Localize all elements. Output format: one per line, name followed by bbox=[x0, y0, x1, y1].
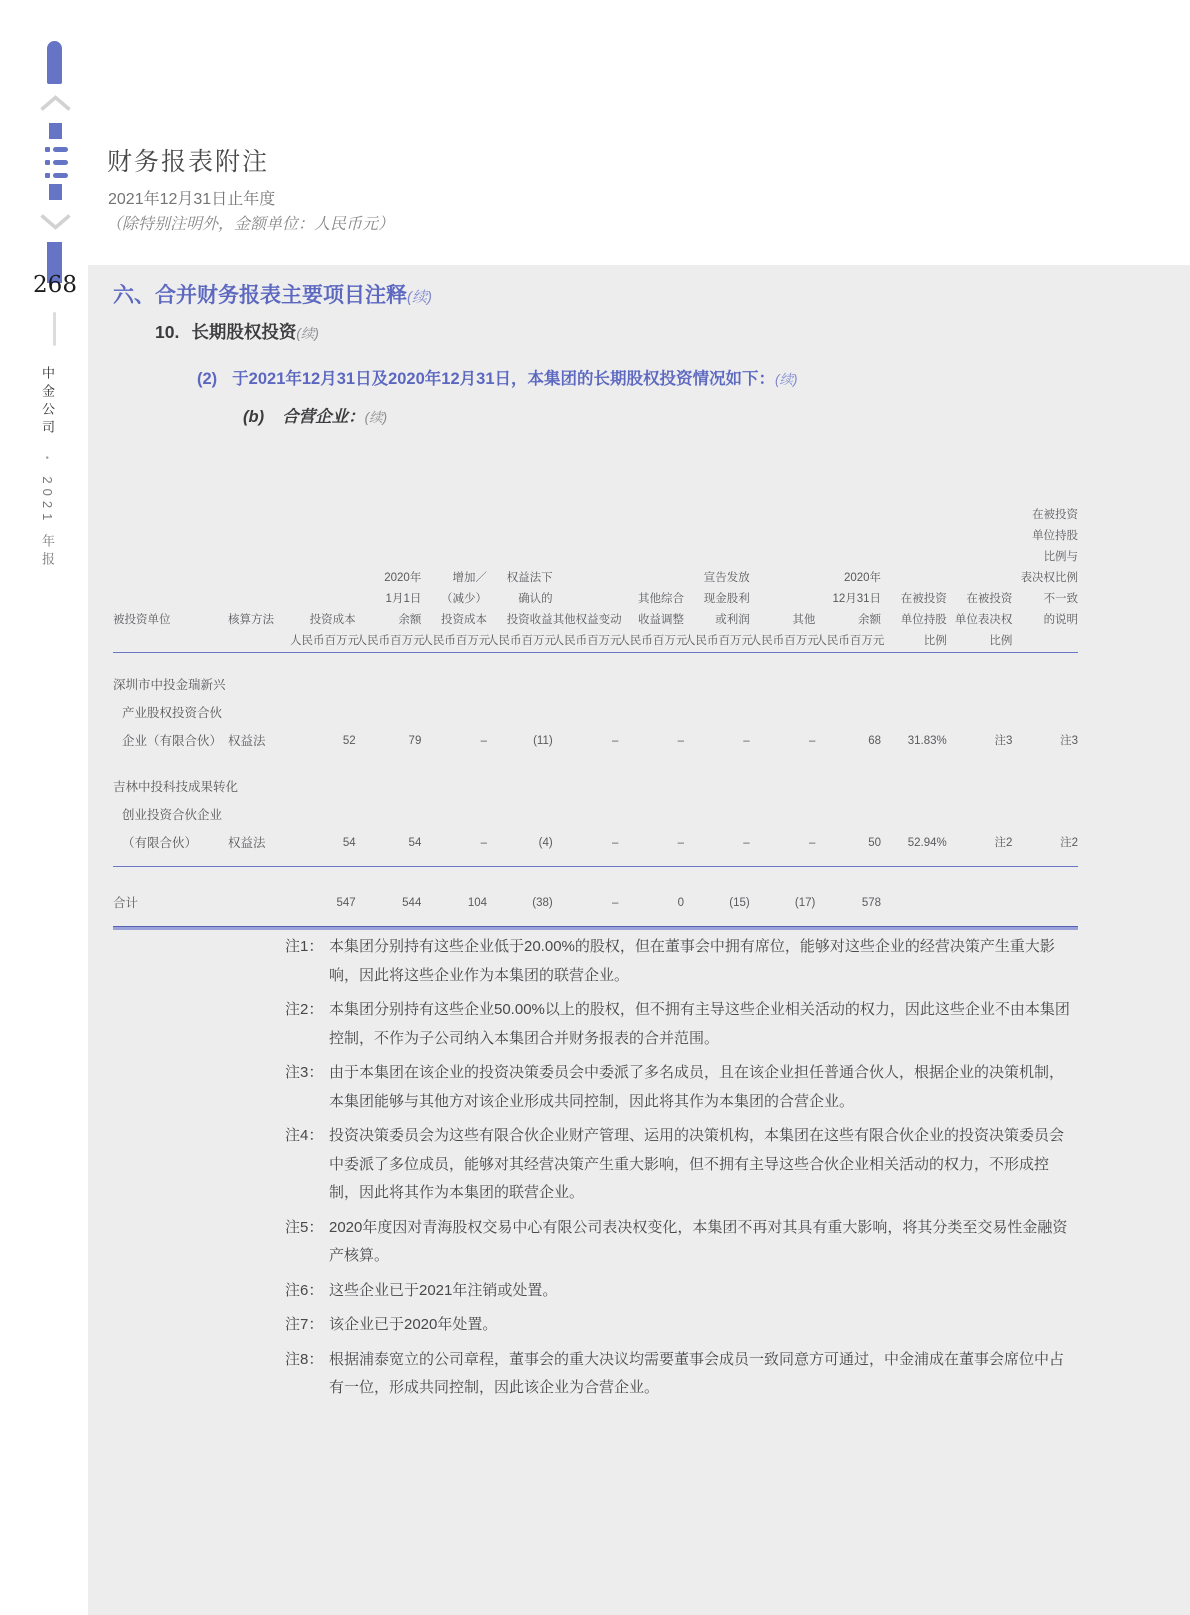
header-line: 余额 bbox=[858, 614, 882, 626]
heading-text: 长期股权投资 bbox=[191, 322, 297, 342]
column-header-investment-cost bbox=[290, 610, 359, 652]
investee-name-line: 吉林中投科技成果转化 bbox=[113, 780, 239, 794]
header-unit: 人民币百万元 bbox=[749, 635, 819, 647]
note-text: 由于本集团在该企业的投资决策委员会中委派了多名成员，且在该企业担任普通合伙人，根据企业的决策机制，本集团能够与其他方对该企业形成共同控制，因此将其作为本集团的合营企业。 bbox=[329, 1064, 1065, 1110]
value-cell: 79 bbox=[408, 735, 422, 747]
column-header-method bbox=[228, 610, 290, 652]
header-line: 权益法下 bbox=[506, 572, 553, 584]
chevron-up-icon[interactable] bbox=[39, 94, 72, 113]
note-text: 这些企业已于2021年注销或处置。 bbox=[329, 1281, 558, 1299]
section-heading-1 bbox=[113, 279, 432, 309]
heading-text: 六、合并财务报表主要项目注释 bbox=[113, 284, 407, 307]
header-line: 余额 bbox=[398, 614, 422, 626]
header-line: 其他 bbox=[792, 614, 816, 626]
header-unit: 人民币百万元 bbox=[618, 635, 688, 647]
value-cell: 31.83% bbox=[907, 735, 947, 747]
value-cell: – bbox=[480, 837, 488, 849]
column-header-voting-ratio bbox=[947, 589, 1013, 652]
note-label: 注4： bbox=[285, 1127, 324, 1144]
column-header-investee bbox=[113, 610, 228, 652]
column-header-increase-decrease-cost bbox=[421, 568, 491, 652]
footnotes-list bbox=[285, 933, 1077, 1409]
value-cell: – bbox=[480, 735, 488, 747]
toc-row bbox=[45, 147, 69, 152]
note-item bbox=[285, 1277, 1077, 1306]
note-item bbox=[285, 1059, 1077, 1116]
page-number-divider bbox=[53, 312, 56, 346]
note-text: 根据浦泰宽立的公司章程，董事会的重大决议均需要董事会成员一致同意方可通过，中金浦成在董事会席位中占有一位，形成共同控制，因此该企业为合营企业。 bbox=[329, 1350, 1065, 1396]
document-title: 财务报表附注 bbox=[107, 147, 270, 176]
column-header-equity-method-income bbox=[487, 568, 557, 652]
header-line: 核算方法 bbox=[228, 614, 274, 626]
value-cell: (11) bbox=[533, 735, 553, 747]
method-cell: 权益法 bbox=[228, 734, 266, 748]
header-line: 确认的 bbox=[518, 593, 553, 605]
header-line: 的说明 bbox=[1043, 614, 1079, 626]
content-panel bbox=[88, 265, 1190, 1615]
header-line: 现金股利 bbox=[703, 593, 750, 605]
toc-list-icon[interactable] bbox=[45, 147, 69, 178]
header-unit: 人民币百万元 bbox=[290, 635, 359, 647]
header-line: 表决权比例 bbox=[1020, 572, 1079, 584]
total-value-cell bbox=[947, 889, 1013, 917]
heading-number: 10. bbox=[155, 322, 180, 342]
total-value-cell bbox=[881, 889, 947, 917]
heading-text: 合营企业： bbox=[282, 408, 365, 426]
value-cell: – bbox=[611, 837, 619, 849]
section-heading-4 bbox=[243, 403, 387, 427]
header-unit bbox=[113, 631, 228, 652]
header-line: 或利润 bbox=[715, 614, 750, 626]
header-line: 投资成本 bbox=[441, 614, 488, 626]
column-header-inconsistency-note bbox=[1012, 505, 1078, 652]
header-line: 2020年 bbox=[843, 572, 882, 584]
header-unit bbox=[228, 631, 290, 652]
value-cell: – bbox=[611, 735, 619, 747]
header-line: 在被投资 bbox=[900, 593, 947, 605]
value-cell: 注3 bbox=[1060, 735, 1079, 747]
total-value-cell: (38) bbox=[532, 897, 553, 909]
value-cell: – bbox=[808, 837, 816, 849]
header-line: 其他权益变动 bbox=[552, 614, 622, 626]
column-header-balance-2020-12-31 bbox=[815, 568, 885, 652]
column-header-other-equity-change bbox=[552, 610, 622, 652]
rail-marker-top bbox=[49, 123, 62, 139]
note-item bbox=[285, 1122, 1077, 1208]
header-line: 12月31日 bbox=[832, 593, 882, 605]
header-unit: 人民币百万元 bbox=[552, 635, 622, 647]
column-header-other bbox=[749, 610, 819, 652]
header-line: 投资成本 bbox=[309, 614, 356, 626]
header-unit bbox=[1012, 631, 1078, 652]
note-text: 2020年度因对青海股权交易中心有限公司表决权变化，本集团不再对其具有重大影响，将其分类至交易性金融资产核算。 bbox=[329, 1218, 1068, 1264]
total-value-cell: (17) bbox=[794, 897, 816, 909]
value-cell: – bbox=[808, 735, 816, 747]
continued-marker: (续) bbox=[407, 289, 432, 306]
method-cell: 权益法 bbox=[228, 836, 266, 850]
total-value-cell: 547 bbox=[336, 897, 356, 909]
section-heading-3 bbox=[197, 365, 798, 389]
page-number: 268 bbox=[33, 272, 77, 298]
value-cell: 68 bbox=[868, 735, 882, 747]
total-value-cell: 544 bbox=[402, 897, 422, 909]
column-header-declared-dividend bbox=[684, 568, 754, 652]
brand-edition: 2021 年报 bbox=[40, 476, 55, 570]
note-label: 注5： bbox=[285, 1218, 324, 1236]
long-term-equity-investment-table bbox=[113, 445, 1078, 930]
investee-name-line: 创业投资合伙企业 bbox=[122, 808, 223, 822]
value-cell: – bbox=[743, 837, 750, 849]
value-cell: 注2 bbox=[994, 837, 1013, 849]
header-unit: 人民币百万元 bbox=[487, 635, 557, 647]
header-unit: 人民币百万元 bbox=[421, 635, 491, 647]
table-row bbox=[113, 773, 1078, 857]
header-line: 单位持股 bbox=[1032, 530, 1079, 542]
heading-text: 于2021年12月31日及2020年12月31日，本集团的长期股权投资情况如下： bbox=[232, 370, 775, 388]
header-line: 在被投资 bbox=[1032, 509, 1079, 521]
header-unit: 比例 bbox=[923, 635, 947, 647]
note-label: 注1： bbox=[285, 938, 324, 955]
investee-name-line: 深圳市中投金瑞新兴 bbox=[113, 678, 226, 692]
header-line: 增加／ bbox=[452, 572, 488, 584]
scroll-handle-bar[interactable] bbox=[47, 41, 62, 84]
investee-name-line: （有限合伙） bbox=[122, 836, 198, 850]
investee-name-cell bbox=[113, 773, 239, 857]
header-unit: 人民币百万元 bbox=[355, 635, 425, 647]
note-item bbox=[285, 933, 1077, 990]
header-line: 在被投资 bbox=[966, 593, 1013, 605]
chevron-down-icon[interactable] bbox=[39, 212, 72, 231]
table-row bbox=[113, 671, 1078, 755]
value-cell: – bbox=[743, 735, 750, 747]
value-cell: – bbox=[677, 735, 685, 747]
heading-number: (b) bbox=[243, 408, 265, 426]
vertical-brand-label bbox=[38, 366, 57, 586]
column-header-shareholding-ratio bbox=[881, 589, 947, 652]
total-value-cell: 0 bbox=[677, 897, 685, 909]
continued-marker: (续) bbox=[296, 326, 319, 341]
header-line: 收益调整 bbox=[638, 614, 685, 626]
header-line: 单位持股 bbox=[900, 614, 947, 626]
note-label: 注3： bbox=[285, 1064, 324, 1081]
total-value-cell bbox=[1012, 889, 1078, 917]
note-item bbox=[285, 1311, 1077, 1340]
header-unit: 比例 bbox=[989, 635, 1013, 647]
continued-marker: (续) bbox=[364, 410, 388, 425]
header-line: 被投资单位 bbox=[113, 614, 171, 626]
investee-name-line: 产业股权投资合伙 bbox=[122, 706, 223, 720]
total-label: 合计 bbox=[113, 896, 139, 910]
note-item bbox=[285, 1346, 1077, 1403]
header-line: 宣告发放 bbox=[703, 572, 750, 584]
column-header-balance-2020-01-01 bbox=[355, 568, 425, 652]
table-body bbox=[113, 671, 1078, 867]
table-header-row bbox=[113, 445, 1078, 653]
value-cell: 注3 bbox=[994, 735, 1013, 747]
header-unit: 人民币百万元 bbox=[815, 635, 885, 647]
note-text: 投资决策委员会为这些有限合伙企业财产管理、运用的决策机构，本集团在这些有限合伙企业的投资决策委员会中委派了多位成员，能够对其经营决策产生重大影响，但不拥有主导这些合伙企业相关活动的权力，不形成控制，因此将其作为本集团的联营企业。 bbox=[329, 1127, 1065, 1201]
brand-dot: • bbox=[42, 455, 52, 459]
total-value-cell: – bbox=[611, 897, 619, 909]
header-line: 2020年 bbox=[384, 572, 422, 584]
toc-row bbox=[45, 160, 69, 165]
total-method-spacer bbox=[228, 889, 290, 917]
header-line: 不一致 bbox=[1043, 593, 1079, 605]
header-line: 投资收益 bbox=[506, 614, 553, 626]
value-cell: 50 bbox=[868, 837, 882, 849]
total-value-cell: 104 bbox=[467, 897, 488, 909]
continued-marker: (续) bbox=[775, 372, 798, 387]
rail-marker-bottom bbox=[49, 184, 62, 200]
table-bottom-rule bbox=[113, 926, 1078, 930]
note-item bbox=[285, 1214, 1077, 1271]
value-cell: 54 bbox=[408, 837, 422, 849]
value-cell: 52.94% bbox=[907, 837, 947, 849]
table-total-row bbox=[113, 889, 1078, 926]
document-period: 2021年12月31日止年度 bbox=[108, 191, 276, 208]
value-cell: 注2 bbox=[1060, 837, 1079, 849]
note-item bbox=[285, 996, 1077, 1053]
header-line: 1月1日 bbox=[385, 593, 422, 605]
header-line: 单位表决权 bbox=[954, 614, 1013, 626]
investee-name-line: 企业（有限合伙） bbox=[122, 734, 223, 748]
note-text: 该企业已于2020年处置。 bbox=[329, 1316, 498, 1333]
document-unit-note: （除特别注明外，金额单位：人民币元） bbox=[106, 216, 395, 233]
column-header-oci-adjustment bbox=[618, 589, 688, 652]
value-cell: 52 bbox=[342, 735, 356, 747]
value-cell: (4) bbox=[538, 837, 553, 849]
toc-row bbox=[45, 173, 69, 178]
note-label: 注2： bbox=[285, 1001, 324, 1018]
investee-name-cell bbox=[113, 671, 228, 755]
total-value-cell: (15) bbox=[729, 897, 750, 909]
heading-number: (2) bbox=[197, 370, 218, 388]
note-label: 注7： bbox=[285, 1316, 324, 1333]
header-line: 其他综合 bbox=[638, 593, 685, 605]
section-heading-2 bbox=[155, 319, 319, 344]
note-text: 本集团分别持有这些企业50.00%以上的股权，但不拥有主导这些企业相关活动的权力，因此这些企业不由本集团控制，不作为子公司纳入本集团合并财务报表的合并范围。 bbox=[329, 1001, 1070, 1047]
value-cell: – bbox=[677, 837, 685, 849]
note-text: 本集团分别持有这些企业低于20.00%的股权，但在董事会中拥有席位，能够对这些企业的经营决策产生重大影响，因此将这些企业作为本集团的联营企业。 bbox=[329, 938, 1055, 984]
header-unit: 人民币百万元 bbox=[684, 635, 754, 647]
brand-company: 中金公司 bbox=[40, 366, 55, 438]
note-label: 注6： bbox=[285, 1281, 324, 1299]
total-value-cell: 578 bbox=[861, 897, 882, 909]
note-label: 注8： bbox=[285, 1350, 324, 1368]
header-line: （减少） bbox=[441, 593, 488, 605]
header-line: 比例与 bbox=[1043, 551, 1079, 563]
value-cell: 54 bbox=[342, 837, 356, 849]
